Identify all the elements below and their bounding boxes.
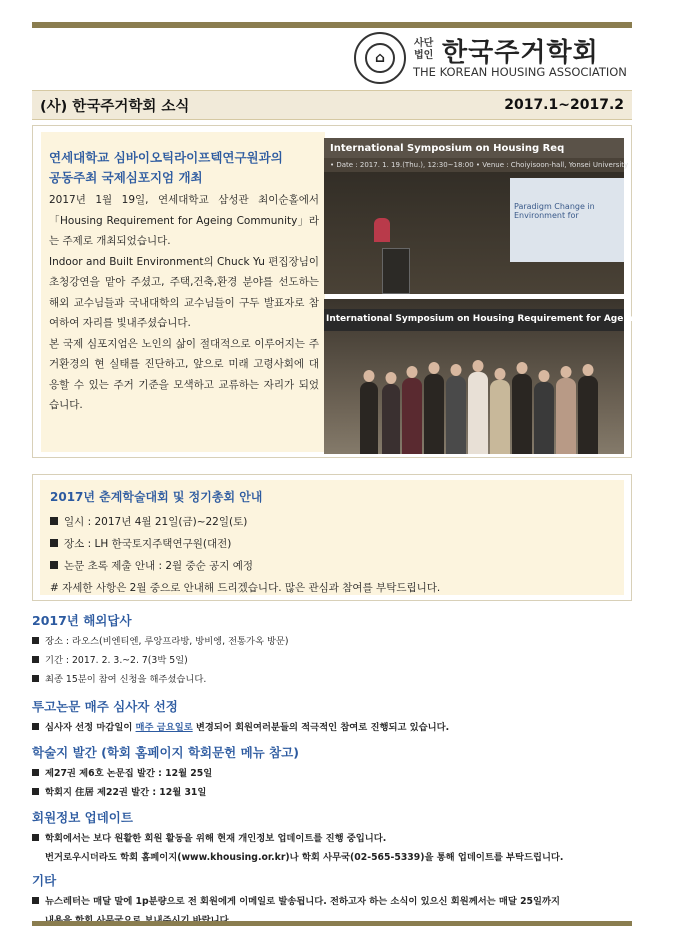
review-heading: 투고논문 매주 심사자 선정	[32, 699, 178, 714]
journal-item: 학회지 住居 제22권 발간 : 12월 31일	[32, 783, 632, 802]
korean-name: 한국주거학회	[442, 38, 599, 68]
photo1-banner: International Symposium on Housing Req	[324, 138, 624, 160]
header	[32, 28, 632, 86]
speaker-figure	[374, 218, 390, 242]
symposium-paragraph-2: Indoor and Built Environment의 Chuck Yu 편집장님이 초청강연을 맡아 주셨고, 주택,건축,환경 분야를 선도하는 해외 교수님들과 국내대학의 교수님들이 구두 발표자로 참여하여 자리를 빛내주셨습니다.	[49, 255, 319, 329]
conference-item	[50, 555, 614, 577]
bottom-rule	[32, 921, 632, 926]
person-figure	[534, 382, 554, 454]
symposium-heading-2: 공동주최 국제심포지엄 개최	[49, 170, 203, 185]
person-figure	[556, 378, 576, 454]
conference-date: 일시 : 2017년 4월 21일(금)~22일(토)	[64, 516, 248, 528]
house-icon: ⌂	[365, 43, 395, 73]
person-figure	[490, 380, 510, 454]
friday-highlight: 매주 금요일로	[135, 722, 193, 733]
journal-item: 제27권 제6호 논문집 발간 : 12월 25일	[32, 764, 632, 783]
bullet-square-icon	[32, 897, 39, 904]
conference-item	[50, 533, 614, 555]
symposium-heading-1: 연세대학교 심바이오틱라이프텍연구원과의	[49, 150, 283, 165]
tour-item: 최종 15분이 참여 신청을 해주셨습니다.	[32, 670, 632, 689]
corp-label: 사단 법인	[414, 38, 434, 61]
podium	[382, 248, 410, 294]
title-bar	[32, 90, 632, 120]
member-section	[32, 808, 632, 867]
person-figure	[424, 374, 444, 454]
newsletter-date: 2017.1~2017.2	[504, 97, 624, 113]
etc-line: 뉴스레터는 매달 말에 1p분량으로 전 회원에게 이메일로 발송됩니다. 전하고자 하는 소식이 있으신 회원께서는 매달 25일까지	[32, 892, 632, 911]
person-figure	[446, 376, 466, 454]
bullet-square-icon	[32, 675, 39, 682]
tour-heading: 2017년 해외답사	[32, 613, 132, 628]
bullet-square-icon	[32, 637, 39, 644]
tour-item: 기간 : 2017. 2. 3.~2. 7(3박 5일)	[32, 651, 632, 670]
person-figure	[468, 372, 488, 454]
person-figure	[402, 378, 422, 454]
person-figure	[360, 382, 378, 454]
conference-venue: 장소 : LH 한국토지주택연구원(대전)	[64, 538, 232, 550]
conference-notice	[32, 474, 632, 601]
bullet-square-icon	[50, 517, 58, 525]
etc-heading: 기타	[32, 873, 57, 888]
conference-notice-body	[40, 480, 624, 595]
bullet-square-icon	[50, 561, 58, 569]
photo1-subbanner: • Date : 2017. 1. 19.(Thu.), 12:30~18:00 • Venue : Choiyisoon-hall, Yonsei University	[324, 158, 624, 172]
symposium-photo-speaker	[324, 138, 629, 294]
bullet-square-icon	[32, 656, 39, 663]
journal-section	[32, 743, 632, 802]
symposium-paragraph-1: 2017년 1월 19일, 연세대학교 삼성관 최이순홀에서 「Housing Requirement for Ageing Community」라는 주제로 개최되었습니다.	[49, 194, 319, 247]
bullet-square-icon	[32, 834, 39, 841]
conference-abstract: 논문 초록 제출 안내 : 2월 중순 공지 예정	[64, 560, 254, 572]
bullet-square-icon	[50, 539, 58, 547]
symposium-paragraph-3: 본 국제 심포지엄은 노인의 삶이 절대적으로 이루어지는 주거환경의 현 실태를 진단하고, 앞으로 미래 고령사회에 대응할 수 있는 주거 기준을 모색하고 교류하는 자리가 되었습니다.	[49, 337, 319, 411]
bullet-square-icon	[32, 769, 39, 776]
symposium-article	[32, 125, 700, 458]
bullet-square-icon	[32, 788, 39, 795]
association-seal-logo	[354, 32, 406, 84]
review-section	[32, 697, 632, 737]
photo2-banner: International Symposium on Housing Requirement for Ageing Community	[324, 309, 624, 331]
symposium-text	[41, 132, 325, 452]
bullet-square-icon	[32, 723, 39, 730]
person-figure	[578, 376, 598, 454]
tour-item: 장소 : 라오스(비엔티엔, 루앙프라방, 방비엥, 전통가옥 방문)	[32, 632, 632, 651]
member-line-2: 번거로우시더라도 학회 홈페이지(www.khousing.or.kr)나 학회 사무국(02-565-5339)을 통해 업데이트를 부탁드립니다.	[45, 852, 564, 863]
person-figure	[382, 384, 400, 454]
conference-note: # 자세한 사항은 2월 중으로 안내해 드리겠습니다. 많은 관심과 참여를 부탁드립니다.	[50, 582, 441, 594]
tour-section	[32, 611, 632, 689]
member-heading: 회원정보 업데이트	[32, 810, 133, 825]
conference-item	[50, 511, 614, 533]
newsletter-title: (사) 한국주거학회 소식	[40, 98, 190, 115]
english-name: THE KOREAN HOUSING ASSOCIATION	[413, 65, 627, 79]
person-figure	[512, 374, 532, 454]
projection-screen: Paradigm Change in Environment for	[510, 178, 624, 262]
member-line: 학회에서는 보다 원활한 회원 활동을 위해 현재 개인정보 업데이트를 진행 중입니다.	[32, 829, 632, 848]
conference-heading: 2017년 춘계학술대회 및 정기총회 안내	[50, 490, 263, 504]
symposium-photo-group	[324, 299, 700, 454]
review-item: 심사자 선정 마감일이 매주 금요일로 변경되어 회원여러분들의 적극적인 참여로 진행되고 있습니다.	[32, 718, 632, 737]
journal-heading: 학술지 발간 (학회 홈페이지 학회문헌 메뉴 참고)	[32, 745, 299, 760]
